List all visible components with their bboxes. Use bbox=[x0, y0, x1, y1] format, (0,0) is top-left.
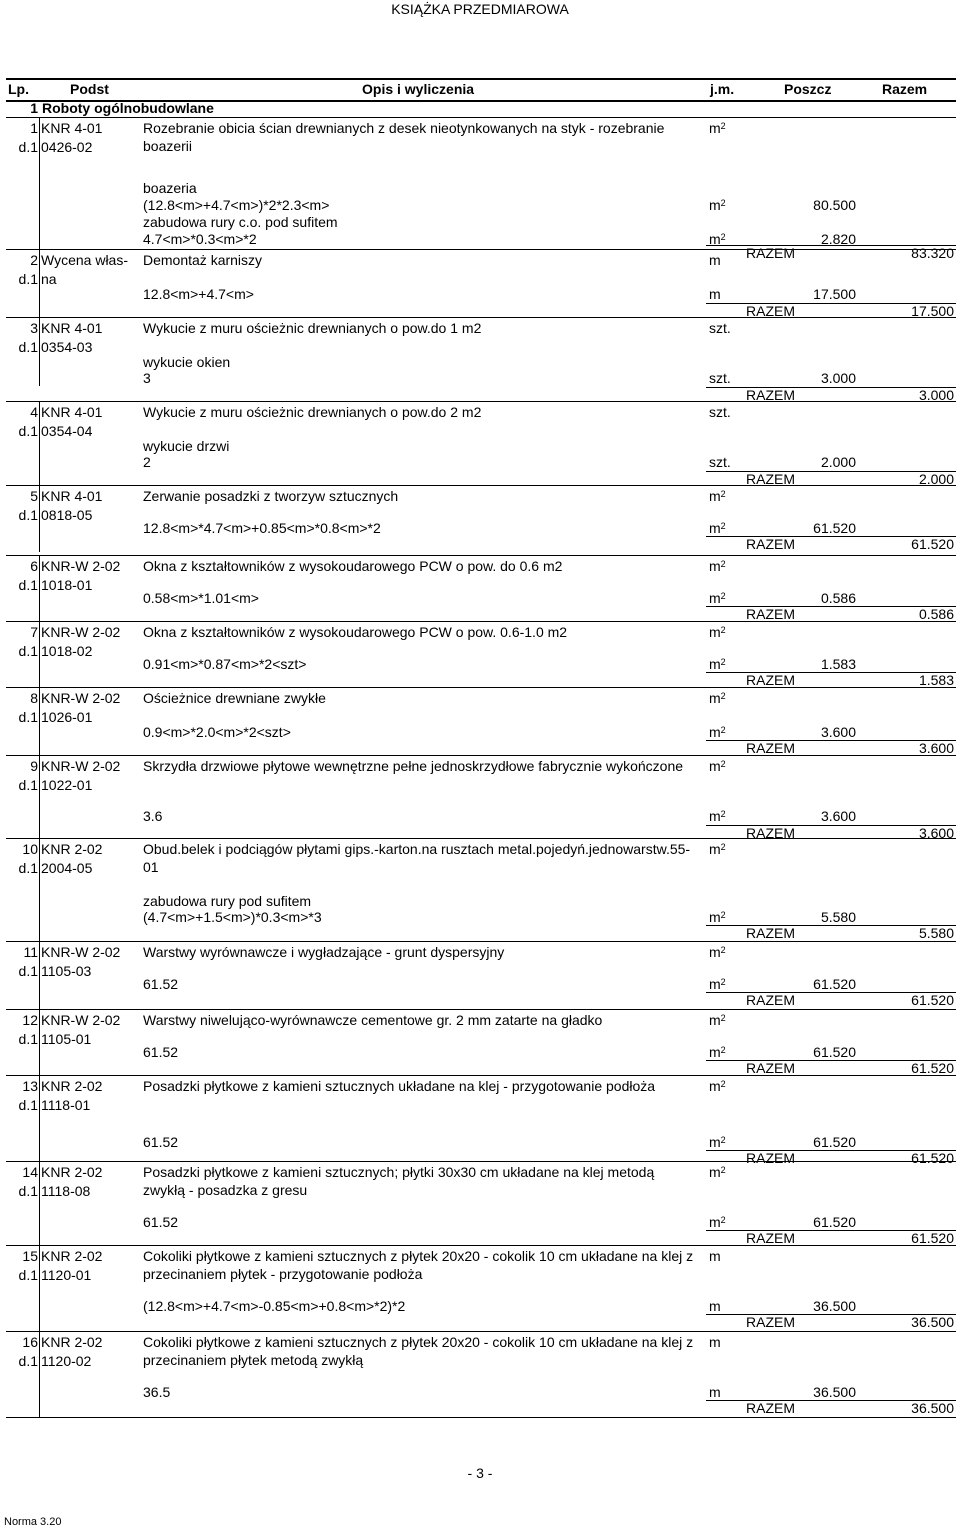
row-number-sub: d.1 bbox=[18, 860, 38, 876]
unit-of-measure: $m^2$ bbox=[709, 690, 726, 706]
row-number-value: 3 bbox=[30, 320, 38, 336]
calc-line bbox=[143, 893, 956, 910]
item-total bbox=[706, 925, 956, 942]
calc-line bbox=[143, 1214, 956, 1231]
calc-unit: $m^2$ bbox=[709, 808, 726, 824]
row-number-value: 9 bbox=[30, 758, 38, 774]
calc-expression: wykucie okien bbox=[143, 354, 231, 370]
basis-code-line: KNR 2-02 bbox=[41, 841, 103, 857]
header-opis: Opis i wyliczenia bbox=[362, 81, 475, 97]
basis-code-line: 0354-03 bbox=[41, 339, 93, 355]
calc-line bbox=[143, 197, 956, 214]
row-number-value: 16 bbox=[22, 1334, 38, 1350]
partial-value: 61.520 bbox=[813, 1214, 856, 1230]
total-value: 3.000 bbox=[918, 387, 954, 403]
partial-value: 5.580 bbox=[820, 909, 856, 925]
basis-code-line: KNR-W 2-02 bbox=[41, 944, 121, 960]
calc-unit: $m^2$ bbox=[709, 1214, 726, 1230]
partial-value: 61.520 bbox=[813, 1044, 856, 1060]
row-number bbox=[6, 943, 38, 981]
unit-of-measure: $m^2$ bbox=[709, 624, 726, 640]
basis-code-line: KNR 2-02 bbox=[41, 1334, 103, 1350]
basis-code bbox=[41, 1077, 141, 1115]
row-number-sub: d.1 bbox=[18, 271, 38, 287]
row-number-value: 15 bbox=[22, 1248, 38, 1264]
row-number-sub: d.1 bbox=[18, 1183, 38, 1199]
partial-value: 2.000 bbox=[820, 454, 856, 470]
calc-expression: boazeria bbox=[143, 180, 197, 196]
calc-unit: $m^2$ bbox=[709, 520, 726, 536]
basis-code bbox=[41, 403, 141, 441]
total-value: 2.000 bbox=[918, 471, 954, 487]
row-number bbox=[6, 1011, 38, 1049]
total-label: RAZEM bbox=[746, 925, 795, 941]
table-row bbox=[6, 755, 956, 839]
calc-line bbox=[143, 438, 956, 455]
calc-line bbox=[143, 354, 956, 371]
basis-code bbox=[41, 319, 141, 357]
item-description: Wykucie z muru ościeżnic drewnianych o pow.do 2 m2 bbox=[143, 404, 482, 420]
calc-line bbox=[143, 590, 956, 607]
unit-of-measure: $m^2$ bbox=[709, 1164, 726, 1180]
basis-code-line: Wycena włas- bbox=[41, 252, 129, 268]
row-number bbox=[6, 1247, 38, 1285]
calc-unit: $m^2$ bbox=[709, 197, 726, 213]
basis-code bbox=[41, 1011, 141, 1049]
header-razem: Razem bbox=[882, 81, 928, 97]
column-separator bbox=[39, 839, 40, 942]
total-value: 83.320 bbox=[911, 245, 954, 261]
table-row bbox=[6, 555, 956, 622]
calc-expression: 3.6 bbox=[143, 808, 163, 824]
item-description: Demontaż karniszy bbox=[143, 252, 263, 268]
item-description: Warstwy niwelująco-wyrównawcze cementowe gr. 2 mm zatarte na gładko bbox=[143, 1012, 603, 1028]
partial-value: 3.600 bbox=[820, 724, 856, 740]
partial-value: 0.586 bbox=[820, 590, 856, 606]
column-separator bbox=[39, 1010, 40, 1076]
total-label: RAZEM bbox=[746, 825, 795, 841]
basis-code-line: 1120-01 bbox=[41, 1267, 92, 1283]
row-number-value: 5 bbox=[30, 488, 38, 504]
table-row bbox=[6, 838, 956, 942]
calc-expression: (4.7<m>+1.5<m>)*0.3<m>*3 bbox=[143, 909, 322, 925]
total-label: RAZEM bbox=[746, 536, 795, 552]
row-number bbox=[6, 487, 38, 525]
total-label: RAZEM bbox=[746, 740, 795, 756]
page-number: - 3 - bbox=[467, 1465, 493, 1481]
partial-value: 17.500 bbox=[813, 286, 856, 302]
calc-unit: $m^2$ bbox=[709, 724, 726, 740]
page-title: KSIĄŻKA PRZEDMIAROWA bbox=[391, 1, 569, 17]
header-poszcz: Poszcz bbox=[784, 81, 832, 97]
software-version: Norma 3.20 bbox=[4, 1516, 62, 1528]
calc-line bbox=[143, 909, 956, 926]
basis-code-line: 1026-01 bbox=[41, 709, 93, 725]
basis-code bbox=[41, 757, 141, 795]
calc-line bbox=[143, 1298, 956, 1315]
table-row bbox=[6, 1245, 956, 1332]
calc-unit: m bbox=[709, 1298, 721, 1314]
table-row bbox=[6, 1161, 956, 1246]
basis-code-line: 2004-05 bbox=[41, 860, 93, 876]
calc-line bbox=[143, 808, 956, 825]
calc-line bbox=[143, 454, 956, 471]
total-value: 17.500 bbox=[911, 303, 954, 319]
basis-code-line: KNR-W 2-02 bbox=[41, 1012, 121, 1028]
total-label: RAZEM bbox=[746, 1150, 795, 1166]
unit-of-measure: $m^2$ bbox=[709, 120, 726, 136]
section-title: Roboty ogólnobudowlane bbox=[42, 100, 214, 116]
row-number-sub: d.1 bbox=[18, 507, 38, 523]
calc-unit: szt. bbox=[709, 370, 731, 386]
total-label: RAZEM bbox=[746, 387, 795, 403]
table-row bbox=[6, 1331, 956, 1418]
calc-expression: 3 bbox=[143, 370, 151, 386]
row-number-sub: d.1 bbox=[18, 1353, 38, 1369]
unit-of-measure: $m^2$ bbox=[709, 488, 726, 504]
column-separator bbox=[39, 688, 40, 756]
item-description: Posadzki płytkowe z kamieni sztucznych; płytki 30x30 cm układane na klej metodą zwykłą - posadzka z gresu bbox=[143, 1164, 655, 1198]
calc-expression: 61.52 bbox=[143, 1134, 179, 1150]
row-number bbox=[6, 1077, 38, 1115]
basis-code-line: 1120-02 bbox=[41, 1353, 92, 1369]
row-number-value: 10 bbox=[22, 841, 38, 857]
calc-expression: 0.9<m>*2.0<m>*2<szt> bbox=[143, 724, 291, 740]
basis-code-line: KNR 2-02 bbox=[41, 1248, 103, 1264]
total-value: 0.586 bbox=[918, 606, 954, 622]
row-number bbox=[6, 1163, 38, 1201]
item-description: Skrzydła drzwiowe płytowe wewnętrzne pełne jednoskrzydłowe fabrycznie wykończone bbox=[143, 758, 684, 774]
calc-expression: (12.8<m>+4.7<m>)*2*2.3<m> bbox=[143, 197, 330, 213]
basis-code bbox=[41, 943, 141, 981]
row-number bbox=[6, 689, 38, 727]
row-number bbox=[6, 557, 38, 595]
total-value: 61.520 bbox=[911, 536, 954, 552]
calc-expression: zabudowa rury pod sufitem bbox=[143, 893, 312, 909]
total-value: 3.600 bbox=[918, 825, 954, 841]
row-number-sub: d.1 bbox=[18, 1031, 38, 1047]
item-description: Cokoliki płytkowe z kamieni sztucznych z płytek 20x20 - cokolik 10 cm układane na klej z przecinaniem płytek metodą zwykłą bbox=[143, 1334, 694, 1368]
partial-value: 80.500 bbox=[813, 197, 856, 213]
calc-unit: m bbox=[709, 1384, 721, 1400]
basis-code bbox=[41, 840, 141, 878]
header-jm: j.m. bbox=[710, 81, 735, 97]
basis-code-line: KNR 4-01 bbox=[41, 488, 103, 504]
calc-expression: 0.58<m>*1.01<m> bbox=[143, 590, 259, 606]
table-row bbox=[6, 485, 956, 552]
item-total bbox=[706, 536, 956, 553]
total-value: 5.580 bbox=[918, 925, 954, 941]
total-value: 3.600 bbox=[918, 740, 954, 756]
calc-expression: 0.91<m>*0.87<m>*2<szt> bbox=[143, 656, 307, 672]
column-separator bbox=[39, 250, 40, 318]
column-separator bbox=[39, 556, 40, 622]
basis-code-line: KNR 2-02 bbox=[41, 1164, 103, 1180]
row-number-sub: d.1 bbox=[18, 643, 38, 659]
calc-expression: zabudowa rury c.o. pod sufitem bbox=[143, 214, 338, 230]
calc-unit: $m^2$ bbox=[709, 231, 726, 247]
unit-of-measure: m bbox=[709, 1248, 721, 1264]
column-separator bbox=[39, 1076, 40, 1166]
row-number-value: 14 bbox=[22, 1164, 38, 1180]
calc-expression: 4.7<m>*0.3<m>*2 bbox=[143, 231, 257, 247]
calc-line bbox=[143, 180, 956, 197]
total-label: RAZEM bbox=[746, 1400, 795, 1416]
basis-code-line: KNR 4-01 bbox=[41, 404, 103, 420]
row-number bbox=[6, 840, 38, 878]
basis-code bbox=[41, 119, 141, 157]
calc-expression: wykucie drzwi bbox=[143, 438, 230, 454]
table-row bbox=[6, 621, 956, 688]
row-number-sub: d.1 bbox=[18, 339, 38, 355]
basis-code-line: na bbox=[41, 271, 57, 287]
partial-value: 3.600 bbox=[820, 808, 856, 824]
partial-value: 2.820 bbox=[820, 231, 856, 247]
calc-line bbox=[143, 1044, 956, 1061]
table-row bbox=[6, 687, 956, 756]
row-number bbox=[6, 319, 38, 357]
partial-value: 61.520 bbox=[813, 1134, 856, 1150]
partial-value: 36.500 bbox=[813, 1384, 856, 1400]
basis-code-line: KNR-W 2-02 bbox=[41, 624, 121, 640]
basis-code-line: KNR 4-01 bbox=[41, 320, 103, 336]
row-number-value: 4 bbox=[30, 404, 38, 420]
row-number bbox=[6, 119, 38, 157]
calc-line bbox=[143, 1384, 956, 1401]
item-description: Okna z kształtowników z wysokoudarowego PCW o pow. 0.6-1.0 m2 bbox=[143, 624, 568, 640]
column-separator bbox=[39, 318, 40, 386]
column-separator bbox=[39, 1246, 40, 1332]
row-number-sub: d.1 bbox=[18, 1267, 38, 1283]
calc-expression: 61.52 bbox=[143, 1044, 179, 1060]
total-label: RAZEM bbox=[746, 606, 795, 622]
total-value: 36.500 bbox=[911, 1314, 954, 1330]
row-number-sub: d.1 bbox=[18, 777, 38, 793]
table-row bbox=[6, 1009, 956, 1076]
column-separator bbox=[39, 486, 40, 552]
calc-unit: m bbox=[709, 286, 721, 302]
row-number-sub: d.1 bbox=[18, 577, 38, 593]
calc-expression: 12.8<m>*4.7<m>+0.85<m>*0.8<m>*2 bbox=[143, 520, 381, 536]
total-value: 1.583 bbox=[918, 672, 954, 688]
basis-code-line: 1018-02 bbox=[41, 643, 93, 659]
column-separator bbox=[39, 402, 40, 486]
calc-unit: $m^2$ bbox=[709, 1044, 726, 1060]
table-row bbox=[6, 317, 956, 403]
calc-expression: 61.52 bbox=[143, 976, 179, 992]
total-label: RAZEM bbox=[746, 992, 795, 1008]
total-label: RAZEM bbox=[746, 303, 795, 319]
calc-expression: 2 bbox=[143, 454, 151, 470]
basis-code-line: 1118-01 bbox=[41, 1097, 91, 1113]
basis-code-line: 0818-05 bbox=[41, 507, 93, 523]
total-label: RAZEM bbox=[746, 471, 795, 487]
total-label: RAZEM bbox=[746, 672, 795, 688]
partial-value: 61.520 bbox=[813, 520, 856, 536]
total-value: 61.520 bbox=[911, 1150, 954, 1166]
table-row bbox=[6, 941, 956, 1012]
partial-value: 3.000 bbox=[820, 370, 856, 386]
basis-code-line: 1118-08 bbox=[41, 1183, 91, 1199]
calc-expression: (12.8<m>+4.7<m>-0.85<m>+0.8<m>*2)*2 bbox=[143, 1298, 406, 1314]
calc-expression: 36.5 bbox=[143, 1384, 171, 1400]
total-label: RAZEM bbox=[746, 1314, 795, 1330]
calc-expression: 61.52 bbox=[143, 1214, 179, 1230]
basis-code-line: KNR-W 2-02 bbox=[41, 690, 121, 706]
row-number bbox=[6, 623, 38, 661]
column-separator bbox=[39, 756, 40, 839]
calc-line bbox=[143, 976, 956, 993]
row-number-value: 6 bbox=[30, 558, 38, 574]
item-total bbox=[706, 1400, 956, 1417]
total-value: 61.520 bbox=[911, 1060, 954, 1076]
basis-code bbox=[41, 689, 141, 727]
row-number bbox=[6, 251, 38, 289]
item-description: Posadzki płytkowe z kamieni sztucznych układane na klej - przygotowanie podłoża bbox=[143, 1078, 656, 1094]
item-description: Cokoliki płytkowe z kamieni sztucznych z płytek 20x20 - cokolik 10 cm układane na klej z przecinaniem płytek - przygotowanie podłoża bbox=[143, 1248, 694, 1282]
basis-code-line: 0426-02 bbox=[41, 139, 93, 155]
item-description: Wykucie z muru ościeżnic drewnianych o pow.do 1 m2 bbox=[143, 320, 482, 336]
basis-code bbox=[41, 557, 141, 595]
row-number-value: 1 bbox=[30, 120, 38, 136]
basis-code-line: KNR 2-02 bbox=[41, 1078, 103, 1094]
row-number-sub: d.1 bbox=[18, 139, 38, 155]
basis-code bbox=[41, 487, 141, 525]
section-number: 1 bbox=[30, 100, 38, 116]
basis-code-line: KNR-W 2-02 bbox=[41, 758, 121, 774]
section-heading bbox=[6, 99, 956, 117]
item-description: Okna z kształtowników z wysokoudarowego PCW o pow. do 0.6 m2 bbox=[143, 558, 563, 574]
calc-line bbox=[143, 1134, 956, 1151]
basis-code-line: 0354-04 bbox=[41, 423, 93, 439]
calc-line bbox=[143, 520, 956, 537]
row-number-sub: d.1 bbox=[18, 1097, 38, 1113]
row-number-value: 13 bbox=[22, 1078, 38, 1094]
calc-line bbox=[143, 214, 956, 231]
unit-of-measure: $m^2$ bbox=[709, 841, 726, 857]
item-description: Rozebranie obicia ścian drewnianych z desek nieotynkowanych na styk - rozebranie boazerii bbox=[143, 120, 665, 154]
total-label: RAZEM bbox=[746, 245, 795, 261]
unit-of-measure: $m^2$ bbox=[709, 1078, 726, 1094]
row-number bbox=[6, 757, 38, 795]
basis-code-line: 1105-03 bbox=[41, 963, 92, 979]
basis-code bbox=[41, 251, 141, 289]
item-total bbox=[706, 992, 956, 1009]
column-separator bbox=[39, 1162, 40, 1246]
item-description: Zerwanie posadzki z tworzyw sztucznych bbox=[143, 488, 399, 504]
total-label: RAZEM bbox=[746, 1060, 795, 1076]
calc-line bbox=[143, 370, 956, 387]
item-total bbox=[706, 1314, 956, 1331]
header-lp: Lp. bbox=[8, 81, 29, 97]
row-number bbox=[6, 403, 38, 441]
basis-code bbox=[41, 1247, 141, 1285]
column-separator bbox=[39, 942, 40, 1012]
unit-of-measure: $m^2$ bbox=[709, 558, 726, 574]
basis-code-line: 1018-01 bbox=[41, 577, 93, 593]
column-separator bbox=[39, 1332, 40, 1417]
partial-value: 1.583 bbox=[820, 656, 856, 672]
unit-of-measure: szt. bbox=[709, 320, 731, 336]
calc-unit: $m^2$ bbox=[709, 656, 726, 672]
row-number-sub: d.1 bbox=[18, 963, 38, 979]
total-value: 61.520 bbox=[911, 1230, 954, 1246]
calc-unit: $m^2$ bbox=[709, 590, 726, 606]
calc-line bbox=[143, 286, 956, 303]
calc-expression: 12.8<m>+4.7<m> bbox=[143, 286, 254, 302]
calc-line bbox=[143, 656, 956, 673]
partial-value: 36.500 bbox=[813, 1298, 856, 1314]
column-separator bbox=[39, 622, 40, 688]
unit-of-measure: $m^2$ bbox=[709, 1012, 726, 1028]
row-number-value: 8 bbox=[30, 690, 38, 706]
total-value: 61.520 bbox=[911, 992, 954, 1008]
column-separator bbox=[39, 118, 40, 256]
row-number-sub: d.1 bbox=[18, 423, 38, 439]
unit-of-measure: m bbox=[709, 1334, 721, 1350]
row-number-value: 11 bbox=[23, 944, 38, 960]
row-number-value: 2 bbox=[30, 252, 38, 268]
row-number-sub: d.1 bbox=[18, 709, 38, 725]
item-description: Ościeżnice drewniane zwykłe bbox=[143, 690, 326, 706]
basis-code-line: 1022-01 bbox=[41, 777, 93, 793]
calc-line bbox=[143, 724, 956, 741]
calc-unit: szt. bbox=[709, 454, 731, 470]
basis-code bbox=[41, 623, 141, 661]
table-row bbox=[6, 401, 956, 486]
item-description: Obud.belek i podciągów płytami gips.-karton.na rusztach metal.pojedyń.jednowarstw.55-01 bbox=[143, 841, 691, 875]
unit-of-measure: m bbox=[709, 252, 721, 268]
total-label: RAZEM bbox=[746, 1230, 795, 1246]
unit-of-measure: $m^2$ bbox=[709, 944, 726, 960]
basis-code bbox=[41, 1333, 141, 1371]
row-number-value: 12 bbox=[22, 1012, 38, 1028]
unit-of-measure: szt. bbox=[709, 404, 731, 420]
basis-code-line: 1105-01 bbox=[41, 1031, 92, 1047]
calc-unit: $m^2$ bbox=[709, 1134, 726, 1150]
header-podst: Podst bbox=[70, 81, 109, 97]
partial-value: 61.520 bbox=[813, 976, 856, 992]
table-row bbox=[6, 249, 956, 318]
table-row bbox=[6, 1075, 956, 1166]
calc-unit: $m^2$ bbox=[709, 976, 726, 992]
calc-unit: $m^2$ bbox=[709, 909, 726, 925]
basis-code-line: KNR-W 2-02 bbox=[41, 558, 121, 574]
total-value: 36.500 bbox=[911, 1400, 954, 1416]
item-description: Warstwy wyrównawcze i wygładzające - grunt dyspersyjny bbox=[143, 944, 505, 960]
basis-code bbox=[41, 1163, 141, 1201]
row-number-value: 7 bbox=[30, 624, 38, 640]
row-number bbox=[6, 1333, 38, 1371]
unit-of-measure: $m^2$ bbox=[709, 758, 726, 774]
basis-code-line: KNR 4-01 bbox=[41, 120, 103, 136]
